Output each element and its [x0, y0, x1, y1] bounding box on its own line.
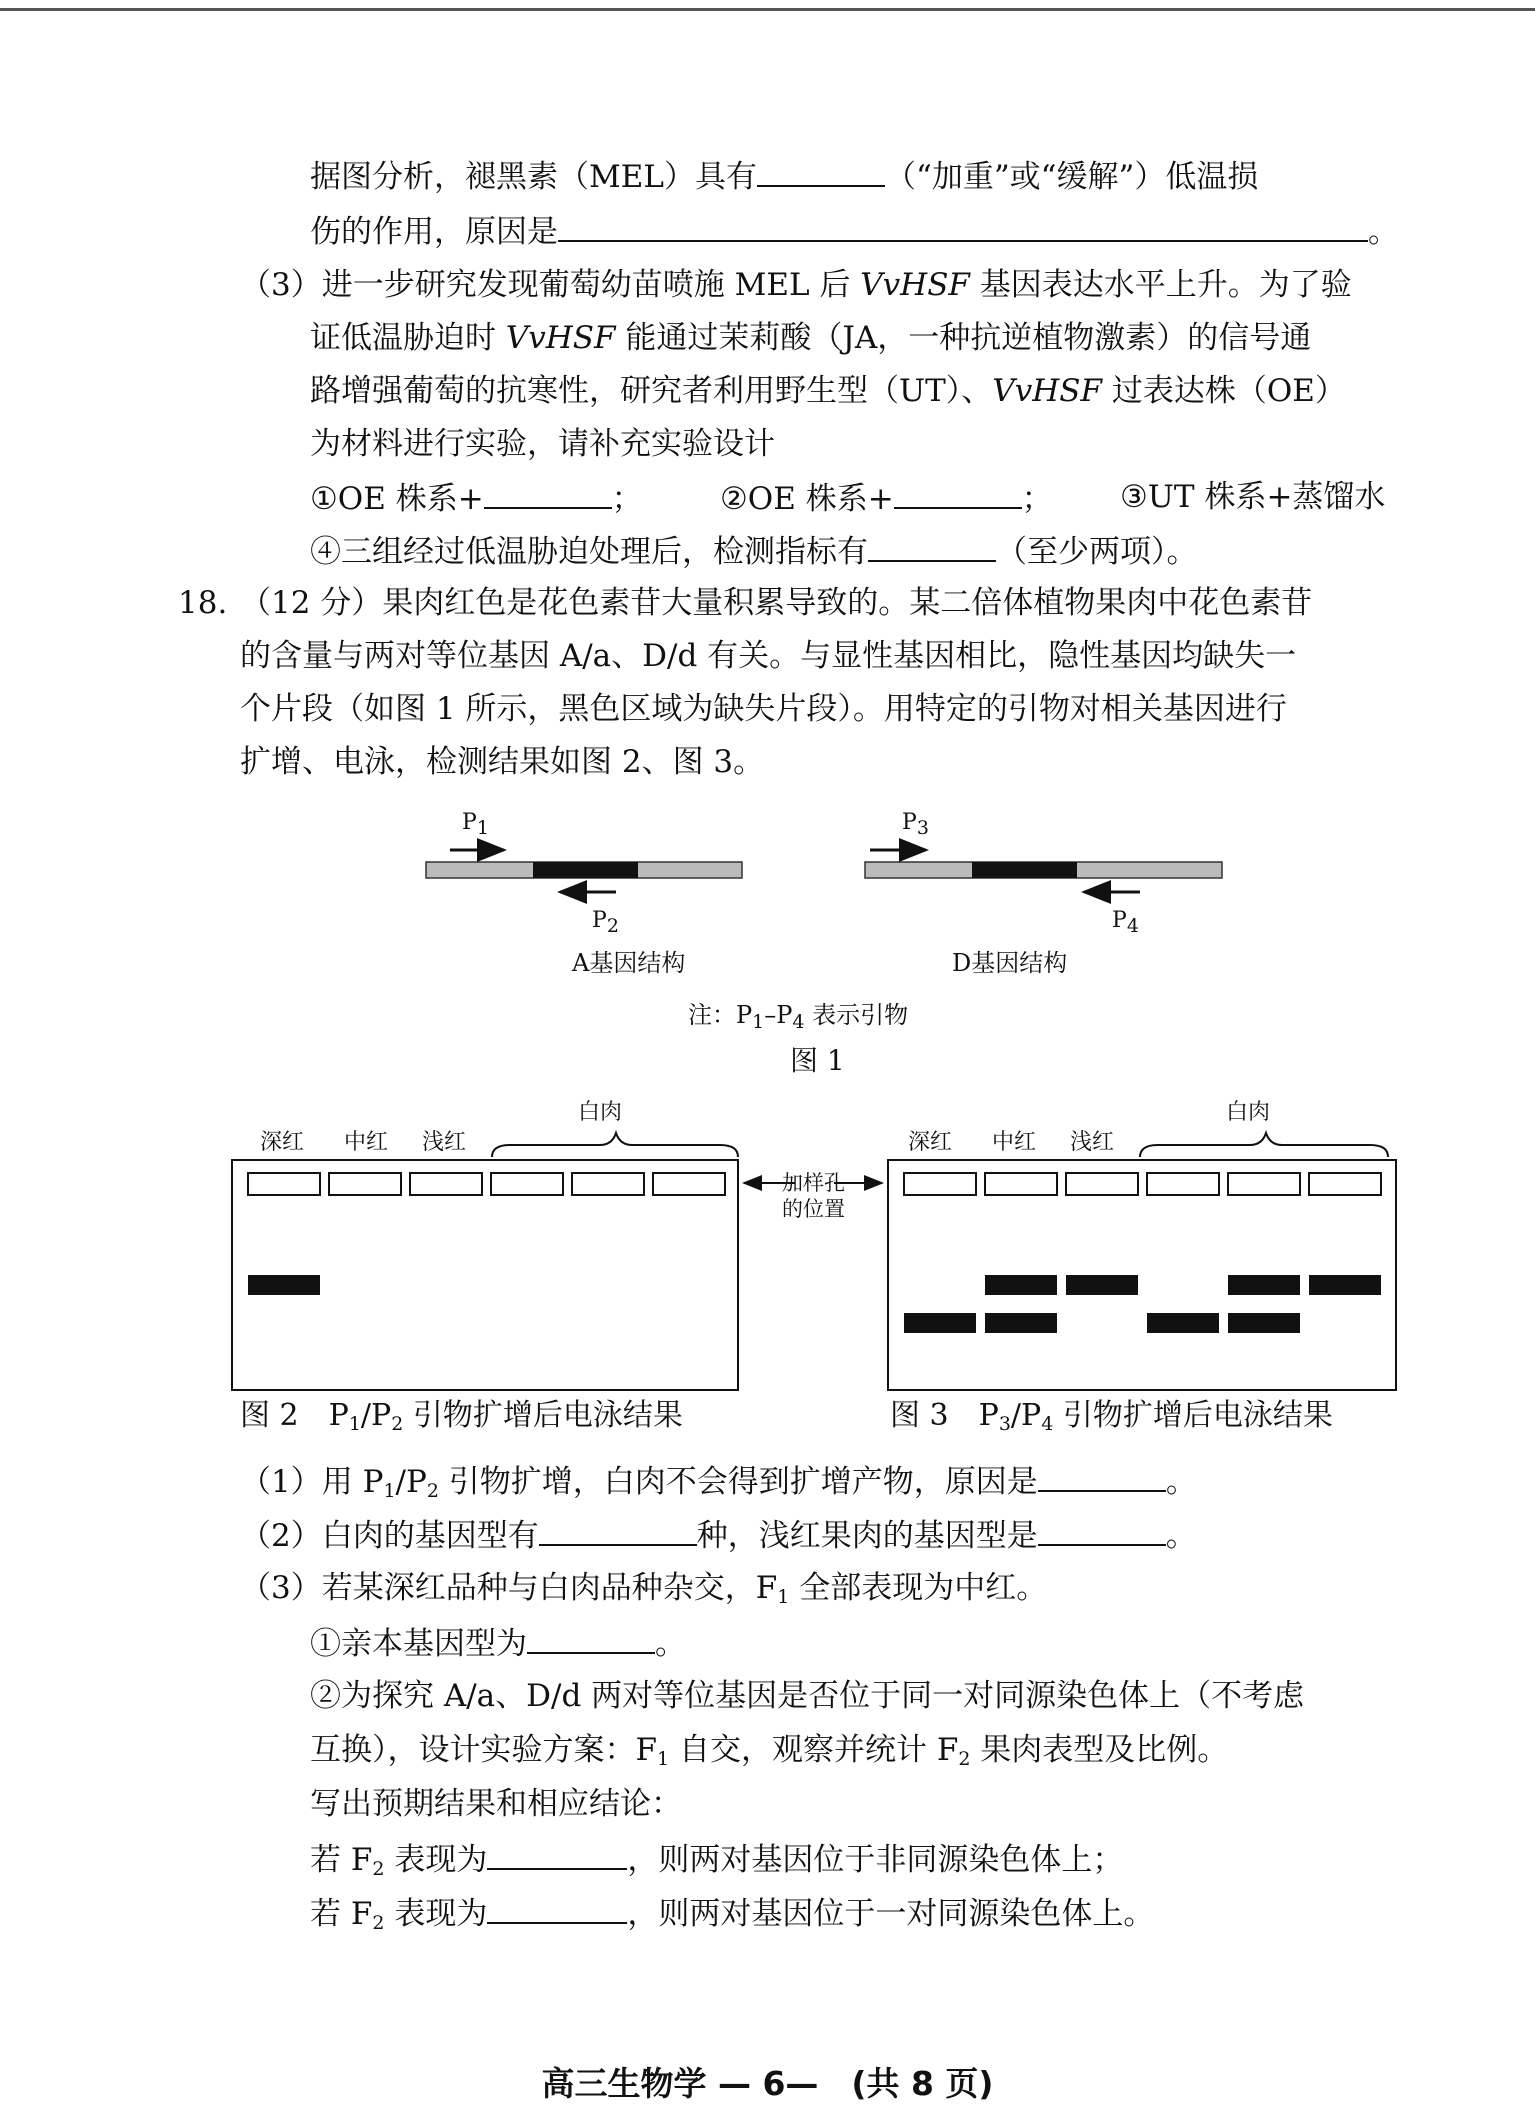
q17-line-2	[310, 210, 1399, 252]
fig3-caption: 图 3 $P_3/P_4$ 引物扩增后电泳结果	[890, 1398, 1333, 1435]
q18-sub-2: （2）白肉的基因型有 种，浅红果肉的基因型是 。	[240, 1514, 1197, 1556]
answer-blank[interactable]	[487, 1838, 627, 1870]
fig3-lane-label-white: 白肉	[1226, 1100, 1271, 1125]
fig3-band-row1-lane5	[1228, 1275, 1300, 1295]
answer-blank[interactable]	[894, 477, 1022, 509]
option-text: ；	[1021, 481, 1053, 517]
fig3-lane-label-deep-red: 深红	[908, 1130, 953, 1155]
fig2-well-4	[491, 1173, 563, 1195]
q17-p3-line-2	[310, 318, 1311, 358]
answer-blank[interactable]	[558, 210, 1368, 242]
q17-text: 为材料进行实验，请补充实验设计	[310, 426, 775, 462]
fig2-lane-label-deep-red: 深红	[260, 1130, 305, 1155]
fig3-lane-label-light-red: 浅红	[1070, 1130, 1115, 1155]
option-text: ①OE 株系+	[310, 481, 484, 517]
fig1-title: 图 1	[790, 1044, 845, 1077]
fig1-note: 注：$P_1-P_4$ 表示引物	[688, 1001, 909, 1033]
option-text: ；	[611, 481, 643, 517]
q18-line-4	[240, 742, 764, 782]
fig2-well-6	[653, 1173, 725, 1195]
q18-sub-3-2-line-3: 写出预期结果和相应结论：	[310, 1786, 682, 1822]
q17-option-4	[310, 530, 1198, 572]
q17-text: 伤的作用，原因是	[310, 214, 558, 250]
q18-line-1	[240, 583, 1312, 623]
q18-sub-3: （3）若某深红品种与白肉品种杂交，$F_1$ 全部表现为中红。	[240, 1570, 1048, 1608]
answer-blank[interactable]	[484, 477, 612, 509]
q17-text: 据图分析，褪黑素（MEL）具有	[310, 159, 757, 195]
gel-figures	[230, 1115, 1400, 1395]
gene-name: VvHSF	[860, 267, 970, 303]
q17-text: 基因表达水平上升。为了验	[969, 267, 1352, 303]
fig3-lane-label-mid-red: 中红	[992, 1130, 1037, 1155]
well-position-label-1: 加样孔	[782, 1171, 845, 1195]
answer-blank[interactable]	[1038, 1514, 1166, 1546]
fig3-well-2	[985, 1173, 1057, 1195]
q17-text: 。	[1368, 214, 1399, 250]
q18-sub-3-2-line-1: ②为探究 A/a、D/d 两对等位基因是否位于同一对同源染色体上（不考虑	[310, 1678, 1305, 1714]
q18-result-2: 若 $F_2$ 表现为 ，则两对基因位于一对同源染色体上。	[310, 1892, 1154, 1934]
primer-label-p1: $P_1$	[462, 810, 489, 839]
q18-result-1: 若 $F_2$ 表现为 ，则两对基因位于非同源染色体上；	[310, 1838, 1123, 1880]
q17-p3-line-1	[240, 265, 1352, 305]
q17-text: 过表达株（OE）	[1102, 373, 1346, 409]
sub-question-number: （3）	[240, 1570, 322, 1606]
gene-structure-diagram	[420, 800, 1240, 920]
fig2-well-5	[572, 1173, 644, 1195]
q17-p3-line-3	[310, 371, 1346, 411]
option-text: ④三组经过低温胁迫处理后，检测指标有	[310, 534, 868, 570]
fig3-band-row2-lane4	[1147, 1313, 1219, 1333]
q17-option-3	[1120, 477, 1385, 517]
fig3-band-row1-lane3	[1066, 1275, 1138, 1295]
q18-text: （12 分）果肉红色是花色素苷大量积累导致的。某二倍体植物果肉中花色素苷	[240, 585, 1313, 621]
q17-line-1	[310, 155, 1258, 197]
q18-text: 个片段（如图 1 所示，黑色区域为缺失片段）。用特定的引物对相关基因进行	[240, 691, 1287, 727]
header-rule	[0, 8, 1535, 11]
fig3-band-row2-lane5	[1228, 1313, 1300, 1333]
option-text: （至少两项）。	[996, 534, 1198, 570]
option-text: ②OE 株系+	[720, 481, 894, 517]
primer-label-p2: $P_2$	[592, 908, 619, 937]
d-gene-deletion-segment	[972, 862, 1077, 878]
fig3-well-4	[1147, 1173, 1219, 1195]
q17-text: （“加重”或“缓解”）低温损	[884, 159, 1259, 195]
fig3-band-row1-lane2	[985, 1275, 1057, 1295]
q18-number	[178, 583, 227, 623]
fig2-caption: 图 2 $P_1/P_2$ 引物扩增后电泳结果	[240, 1398, 683, 1435]
q18-sub-1: （1）用 $P_1/P_2$ 引物扩增，白肉不会得到扩增产物，原因是 。	[240, 1460, 1197, 1502]
sub-question-number: （2）	[240, 1518, 322, 1554]
question-number: 18.	[178, 585, 228, 621]
fig3-band-row2-lane2	[985, 1313, 1057, 1333]
a-gene-deletion-segment	[533, 862, 638, 878]
gene-name: VvHSF	[992, 373, 1102, 409]
fig2-lane-label-white: 白肉	[578, 1100, 623, 1125]
q17-option-2	[720, 477, 1053, 519]
q17-text: 进一步研究发现葡萄幼苗喷施 MEL 后	[321, 267, 861, 303]
sub-question-number: （3）	[240, 267, 322, 303]
q17-text: 路增强葡萄的抗寒性，研究者利用野生型（UT）、	[310, 373, 993, 409]
q17-p3-line-4	[310, 424, 775, 464]
answer-blank[interactable]	[487, 1892, 627, 1924]
gene-name: VvHSF	[505, 320, 616, 356]
fig3-well-1	[904, 1173, 976, 1195]
fig2-band-row1-lane1	[248, 1275, 320, 1295]
q18-line-2	[240, 636, 1296, 676]
q17-text: 能通过茉莉酸（JA，一种抗逆植物激素）的信号通	[615, 320, 1312, 356]
answer-blank[interactable]	[539, 1514, 697, 1546]
d-gene-label: D基因结构	[952, 949, 1068, 977]
fig2-lane-label-light-red: 浅红	[422, 1130, 467, 1155]
fig3-band-row2-lane1	[904, 1313, 976, 1333]
fig2-well-3	[410, 1173, 482, 1195]
q18-text: 的含量与两对等位基因 A/a、D/d 有关。与显性基因相比，隐性基因均缺失一	[240, 638, 1297, 674]
option-text: ③UT 株系+蒸馏水	[1120, 479, 1386, 515]
answer-blank[interactable]	[868, 530, 996, 562]
q18-sub-3-1: ①亲本基因型为 。	[310, 1622, 686, 1664]
q18-text: 扩增、电泳，检测结果如图 2、图 3。	[240, 744, 765, 780]
fig2-well-2	[329, 1173, 401, 1195]
answer-blank[interactable]	[527, 1622, 655, 1654]
answer-blank[interactable]	[1038, 1460, 1166, 1492]
fig2-well-1	[248, 1173, 320, 1195]
sub-question-number: （1）	[240, 1464, 322, 1500]
answer-blank[interactable]	[757, 155, 885, 187]
primer-label-p3: $P_3$	[902, 810, 929, 839]
primer-label-p4: $P_4$	[1112, 908, 1139, 937]
q17-text: 证低温胁迫时	[310, 320, 506, 356]
fig3-band-row1-lane6	[1309, 1275, 1381, 1295]
fig2-lane-label-mid-red: 中红	[344, 1130, 389, 1155]
fig3-well-5	[1228, 1173, 1300, 1195]
q18-line-3	[240, 689, 1287, 729]
fig2-white-brace	[492, 1133, 738, 1157]
q18-sub-3-2-line-2: 互换），设计实验方案：$F_1$ 自交，观察并统计 $F_2$ 果肉表型及比例。	[310, 1732, 1229, 1770]
a-gene-label: A基因结构	[572, 949, 686, 977]
fig3-well-3	[1066, 1173, 1138, 1195]
fig3-white-brace	[1140, 1133, 1388, 1157]
fig3-well-6	[1309, 1173, 1381, 1195]
q17-option-1	[310, 477, 643, 519]
well-position-label-2: 的位置	[782, 1197, 845, 1221]
page-footer: 高三生物学 — 6— (共 8 页)	[541, 2064, 994, 2103]
